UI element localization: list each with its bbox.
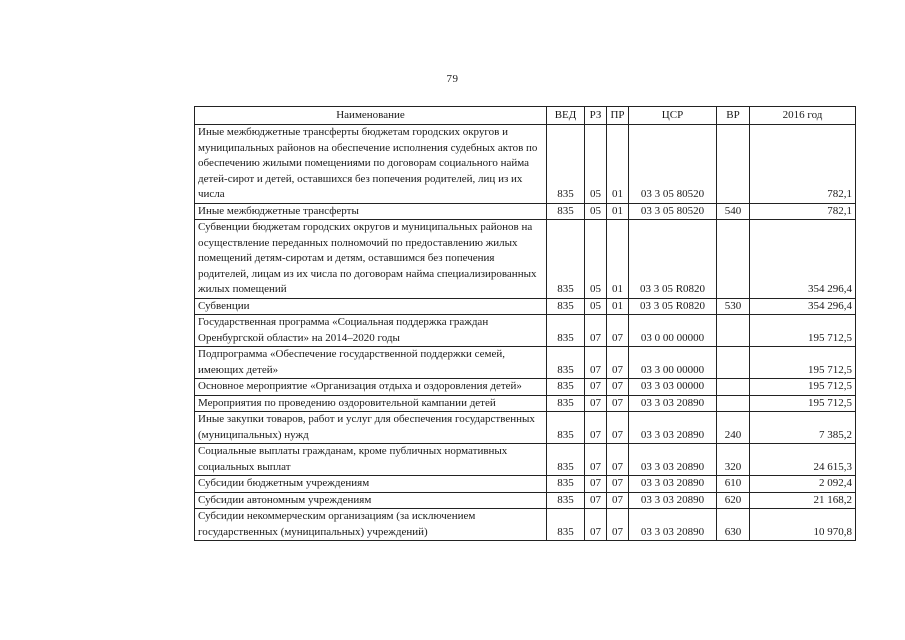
cell-vr — [717, 395, 750, 412]
cell-vr: 320 — [717, 444, 750, 476]
cell-pr: 07 — [607, 509, 629, 541]
table-row — [195, 412, 856, 444]
cell-vr — [717, 379, 750, 396]
cell-pr: 07 — [607, 412, 629, 444]
table-row — [195, 220, 856, 299]
cell-amount: 782,1 — [750, 125, 856, 204]
header-year: 2016 год — [750, 107, 856, 125]
cell-pr: 07 — [607, 395, 629, 412]
cell-vr: 630 — [717, 509, 750, 541]
cell-rz: 07 — [585, 492, 607, 509]
table-row — [195, 315, 856, 347]
cell-pr: 01 — [607, 298, 629, 315]
cell-vr: 240 — [717, 412, 750, 444]
cell-name: Иные межбюджетные трансферты — [195, 203, 547, 220]
cell-csr: 03 3 05 80520 — [629, 125, 717, 204]
cell-vr — [717, 220, 750, 299]
cell-pr: 07 — [607, 379, 629, 396]
cell-name: Иные межбюджетные трансферты бюджетам городских округов и муниципальных районов на обеспечение исполнения судебных актов по обеспечению жилыми помещениями по договорам социального найма детей-сирот и детей, оставшихся без попечения родителей, лиц из их числа — [195, 125, 547, 204]
cell-rz: 07 — [585, 315, 607, 347]
header-ved: ВЕД — [547, 107, 585, 125]
cell-csr: 03 3 05 80520 — [629, 203, 717, 220]
cell-ved: 835 — [547, 412, 585, 444]
cell-rz: 05 — [585, 203, 607, 220]
cell-rz: 05 — [585, 298, 607, 315]
cell-csr: 03 3 03 20890 — [629, 492, 717, 509]
cell-csr: 03 0 00 00000 — [629, 315, 717, 347]
cell-ved: 835 — [547, 125, 585, 204]
cell-name: Субвенции бюджетам городских округов и муниципальных районов на осуществление переданных полномочий по предоставлению жилых помещений детям-сиротам и детям, оставшимся без попечения родителей, лицам из их числа по договорам найма специализированных жилых помещений — [195, 220, 547, 299]
cell-csr: 03 3 03 20890 — [629, 444, 717, 476]
cell-csr: 03 3 05 R0820 — [629, 298, 717, 315]
cell-ved: 835 — [547, 492, 585, 509]
cell-name: Социальные выплаты гражданам, кроме публичных нормативных социальных выплат — [195, 444, 547, 476]
cell-name: Субвенции — [195, 298, 547, 315]
cell-amount: 354 296,4 — [750, 298, 856, 315]
cell-pr: 07 — [607, 492, 629, 509]
cell-pr: 07 — [607, 476, 629, 493]
cell-amount: 195 712,5 — [750, 347, 856, 379]
cell-rz: 07 — [585, 476, 607, 493]
table-row — [195, 203, 856, 220]
cell-ved: 835 — [547, 395, 585, 412]
cell-name: Основное мероприятие «Организация отдыха и оздоровления детей» — [195, 379, 547, 396]
cell-vr: 620 — [717, 492, 750, 509]
cell-rz: 07 — [585, 379, 607, 396]
cell-csr: 03 3 03 20890 — [629, 476, 717, 493]
cell-vr — [717, 347, 750, 379]
cell-name: Государственная программа «Социальная поддержка граждан Оренбургской области» на 2014–2020 годы — [195, 315, 547, 347]
cell-amount: 24 615,3 — [750, 444, 856, 476]
header-pr: ПР — [607, 107, 629, 125]
cell-name: Иные закупки товаров, работ и услуг для обеспечения государственных (муниципальных) нужд — [195, 412, 547, 444]
cell-name: Подпрограмма «Обеспечение государственной поддержки семей, имеющих детей» — [195, 347, 547, 379]
cell-vr: 530 — [717, 298, 750, 315]
table-row — [195, 125, 856, 204]
cell-csr: 03 3 00 00000 — [629, 347, 717, 379]
header-vr: ВР — [717, 107, 750, 125]
table-row — [195, 379, 856, 396]
cell-vr — [717, 125, 750, 204]
cell-vr — [717, 315, 750, 347]
cell-ved: 835 — [547, 509, 585, 541]
cell-csr: 03 3 03 20890 — [629, 412, 717, 444]
header-name: Наименование — [195, 107, 547, 125]
header-rz: РЗ — [585, 107, 607, 125]
cell-ved: 835 — [547, 220, 585, 299]
cell-ved: 835 — [547, 298, 585, 315]
cell-csr: 03 3 03 20890 — [629, 395, 717, 412]
cell-csr: 03 3 05 R0820 — [629, 220, 717, 299]
cell-ved: 835 — [547, 347, 585, 379]
cell-name: Субсидии бюджетным учреждениям — [195, 476, 547, 493]
table-row — [195, 444, 856, 476]
cell-rz: 07 — [585, 347, 607, 379]
table-row — [195, 509, 856, 541]
cell-amount: 195 712,5 — [750, 315, 856, 347]
cell-pr: 01 — [607, 220, 629, 299]
cell-amount: 21 168,2 — [750, 492, 856, 509]
table-row — [195, 395, 856, 412]
cell-amount: 7 385,2 — [750, 412, 856, 444]
cell-ved: 835 — [547, 444, 585, 476]
cell-rz: 05 — [585, 125, 607, 204]
table-row — [195, 476, 856, 493]
page-number: 79 — [446, 73, 459, 85]
cell-name: Мероприятия по проведению оздоровительной кампании детей — [195, 395, 547, 412]
cell-amount: 195 712,5 — [750, 379, 856, 396]
cell-pr: 07 — [607, 347, 629, 379]
cell-name: Субсидии некоммерческим организациям (за исключением государственных (муниципальных) учреждений) — [195, 509, 547, 541]
cell-pr: 07 — [607, 444, 629, 476]
cell-amount: 782,1 — [750, 203, 856, 220]
cell-ved: 835 — [547, 315, 585, 347]
cell-csr: 03 3 03 00000 — [629, 379, 717, 396]
table-row — [195, 298, 856, 315]
cell-name: Субсидии автономным учреждениям — [195, 492, 547, 509]
cell-amount: 195 712,5 — [750, 395, 856, 412]
cell-amount: 10 970,8 — [750, 509, 856, 541]
cell-ved: 835 — [547, 203, 585, 220]
cell-rz: 05 — [585, 220, 607, 299]
cell-ved: 835 — [547, 476, 585, 493]
budget-table — [194, 106, 856, 541]
cell-rz: 07 — [585, 395, 607, 412]
header-csr: ЦСР — [629, 107, 717, 125]
cell-rz: 07 — [585, 412, 607, 444]
cell-rz: 07 — [585, 444, 607, 476]
cell-pr: 01 — [607, 125, 629, 204]
cell-pr: 07 — [607, 315, 629, 347]
table-row — [195, 492, 856, 509]
table-body — [195, 125, 856, 541]
cell-pr: 01 — [607, 203, 629, 220]
table-header-row — [195, 107, 856, 125]
cell-rz: 07 — [585, 509, 607, 541]
cell-amount: 2 092,4 — [750, 476, 856, 493]
cell-amount: 354 296,4 — [750, 220, 856, 299]
cell-vr: 610 — [717, 476, 750, 493]
table-row — [195, 347, 856, 379]
cell-csr: 03 3 03 20890 — [629, 509, 717, 541]
cell-ved: 835 — [547, 379, 585, 396]
cell-vr: 540 — [717, 203, 750, 220]
